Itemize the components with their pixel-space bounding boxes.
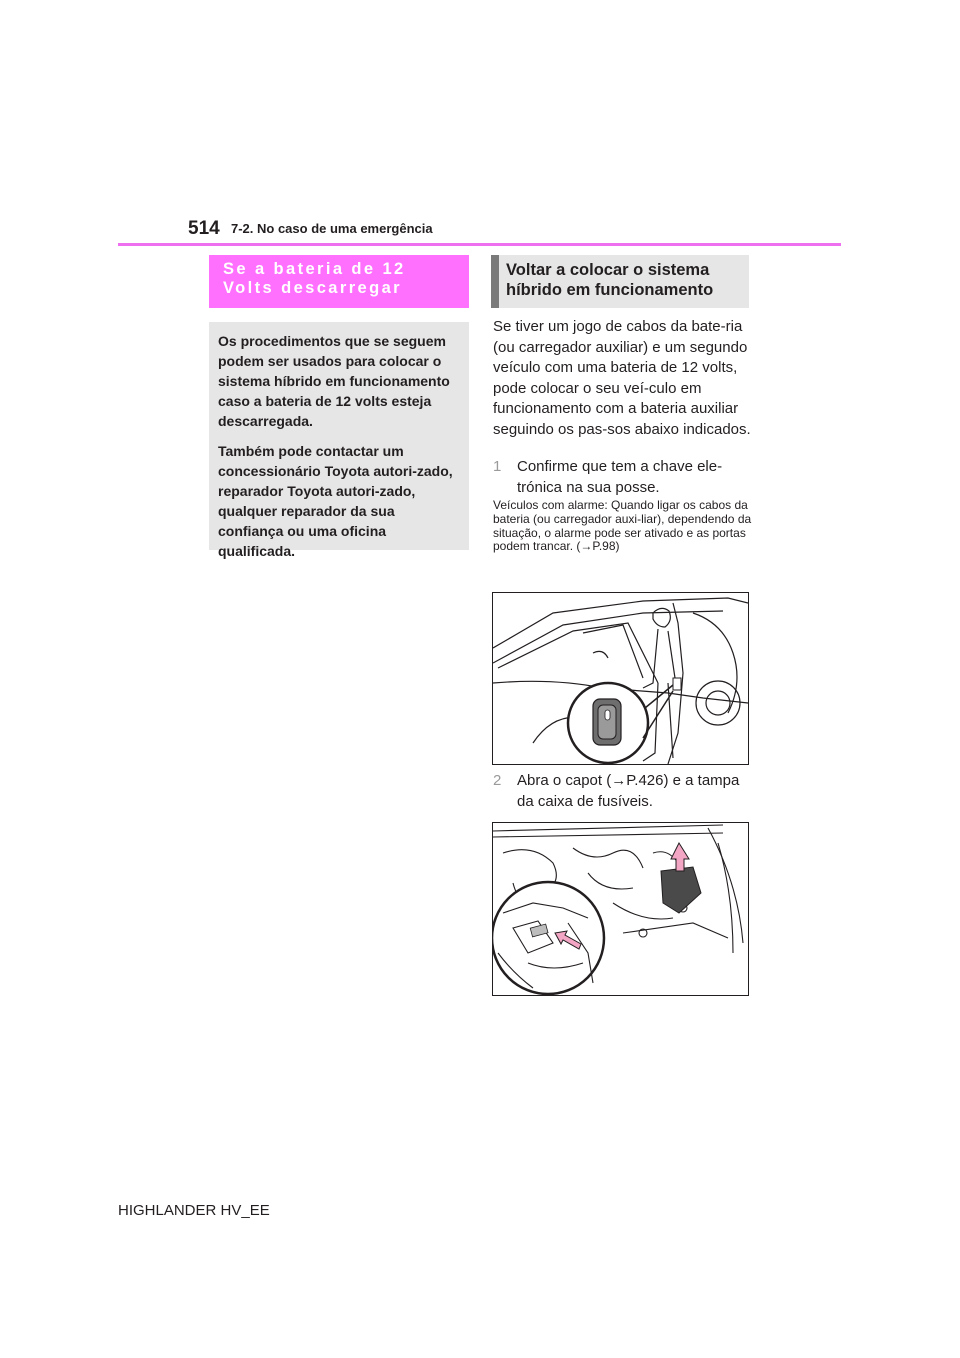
footer-model-code: HIGHLANDER HV_EE (118, 1202, 270, 1219)
fuse-box-icon (493, 823, 748, 995)
section-title: 7-2. No caso de uma emergência (231, 221, 433, 236)
step-1-text: Confirme que tem a chave ele-trónica na sua posse. (517, 458, 723, 496)
right-section-banner: Voltar a colocar o sistema híbrido em funcionamento (491, 255, 749, 308)
left-paragraph-1: Os procedimentos que se seguem podem ser usados para colocar o sistema híbrido em funcionamento caso a bateria de 12 volts esteja descarregada. (218, 333, 450, 429)
step-1 (493, 457, 755, 498)
left-paragraph-2: Também pode contactar um concessionário Toyota autori-zado, reparador Toyota autori-zado, qualquer reparador da sua confiança ou uma oficina qualificada. (218, 443, 453, 559)
car-key-icon (493, 593, 748, 764)
step-1-number: 1 (493, 458, 502, 475)
alarm-note: Veículos com alarme: Quando ligar os cabos da bateria (ou carregador auxi-liar), dependendo da situação, o alarme pode ser ativado e as portas podem trancar. (→P.98) (493, 498, 752, 554)
left-section-banner: Se a bateria de 12 Volts descarregar (209, 255, 469, 308)
engine-fuse-box-illustration (492, 822, 749, 996)
intro-paragraph: Se tiver um jogo de cabos da bate-ria (ou carregador auxiliar) e um segundo veículo com uma bateria de 12 volts, pode colocar o seu veí-culo em funcionamento com a bateria auxiliar seguindo os pas-sos abaixo indicados. (493, 318, 751, 438)
left-info-box (209, 322, 469, 559)
header-rule (118, 243, 841, 246)
step-2 (493, 771, 755, 812)
person-with-key-car-illustration (492, 592, 749, 765)
step-2-text: Abra o capot (→P.426) e a tampa da caixa de fusíveis. (517, 772, 740, 810)
step-2-number: 2 (493, 772, 502, 789)
page-number: 514 (188, 218, 220, 239)
